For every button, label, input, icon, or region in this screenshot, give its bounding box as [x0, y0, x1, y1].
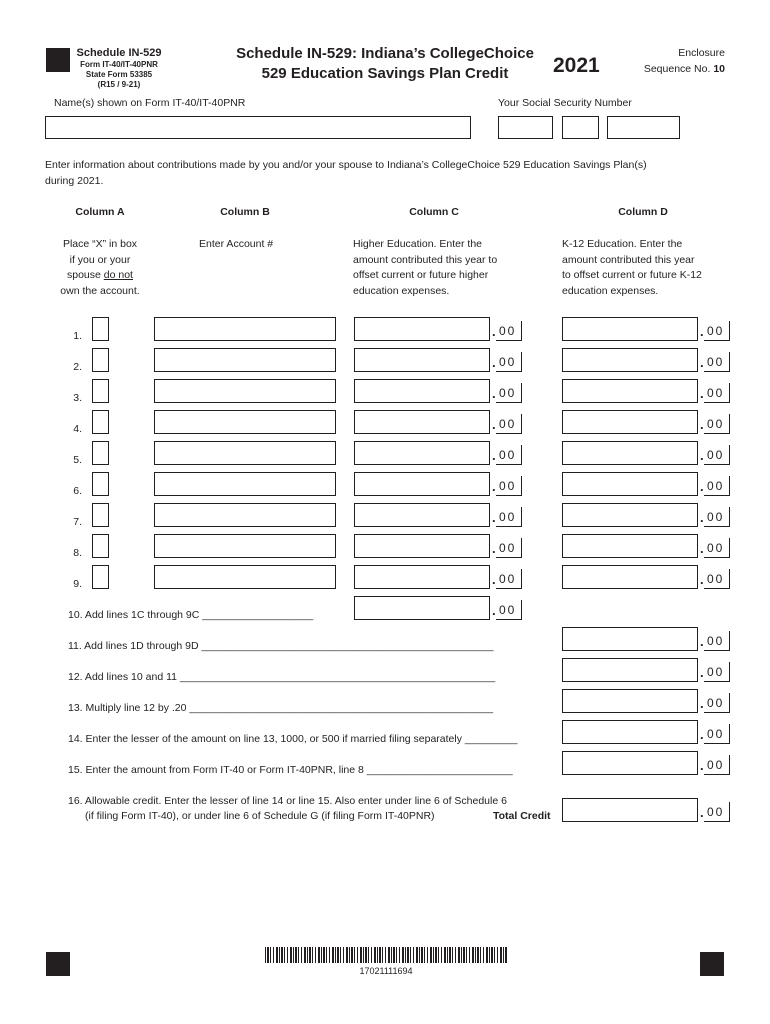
column-d-desc-4: education expenses.	[562, 284, 659, 297]
row-3-column-c-decimal-point: .	[492, 386, 496, 401]
row-2-account-number-input[interactable]	[154, 348, 336, 372]
line-12-cents: 00	[707, 665, 725, 679]
line-11-input[interactable]	[562, 627, 698, 651]
row-2-column-c-input[interactable]	[354, 348, 490, 372]
column-b-title: Column B	[220, 206, 270, 218]
row-6-column-c-decimal-point: .	[492, 479, 496, 494]
line-12-label: 12. Add lines 10 and 11 ______________________________________________________	[68, 671, 496, 683]
row-3-column-d-cents-box	[704, 383, 730, 403]
line-13-label: 13. Multiply line 12 by .20 ____________________________________________________	[68, 702, 494, 714]
title-line-2: 529 Education Savings Plan Credit	[261, 65, 509, 82]
row-5-number: 5.	[73, 454, 82, 466]
line-11-cents-box	[704, 631, 730, 651]
row-9-account-number-input[interactable]	[154, 565, 336, 589]
row-1-column-d-decimal-point: .	[700, 324, 704, 339]
column-a-desc-1: Place “X” in box	[62, 238, 138, 250]
column-d-desc-3: to offset current or future K-12	[562, 269, 702, 281]
line-14-input[interactable]	[562, 720, 698, 744]
line-10-input[interactable]	[354, 596, 490, 620]
row-7-account-number-input[interactable]	[154, 503, 336, 527]
row-5-column-d-decimal-point: .	[700, 448, 704, 463]
form-sub-3: (R15 / 9-21)	[97, 80, 141, 89]
column-c-desc-3: offset current or future higher	[353, 269, 489, 281]
row-5-column-a-checkbox[interactable]	[92, 441, 109, 465]
row-7-column-c-cents: 00	[499, 510, 517, 524]
column-a-desc-3	[45, 268, 155, 284]
total-credit-label: Total Credit	[493, 810, 551, 822]
row-8-number: 8.	[73, 547, 82, 559]
row-2-column-d-input[interactable]	[562, 348, 698, 372]
instructions-line-1: Enter information about contributions made by you and/or your spouse to Indiana’s CollegeChoice 529 Education Savings Plan(s)	[45, 159, 647, 171]
barcode	[265, 947, 507, 963]
form-id-block	[74, 46, 164, 90]
line-10-decimal-point: .	[492, 603, 496, 618]
row-9-column-c-cents: 00	[499, 572, 517, 586]
row-6-column-d-input[interactable]	[562, 472, 698, 496]
line-14-label: 14. Enter the lesser of the amount on line 13, 1000, or 500 if married filing separately _________	[68, 733, 518, 745]
form-sub-2: State Form 53385	[85, 70, 153, 79]
row-7-column-a-checkbox[interactable]	[92, 503, 109, 527]
row-9-column-c-input[interactable]	[354, 565, 490, 589]
row-1-column-a-checkbox[interactable]	[92, 317, 109, 341]
row-7-column-d-input[interactable]	[562, 503, 698, 527]
line-15-label: 15. Enter the amount from Form IT-40 or Form IT-40PNR, line 8 _________________________	[68, 764, 513, 776]
row-6-column-c-cents-box	[496, 476, 522, 496]
row-5-column-d-cents: 00	[707, 448, 725, 462]
row-2-column-a-checkbox[interactable]	[92, 348, 109, 372]
row-6-column-d-cents-box	[704, 476, 730, 496]
instructions-line-2: during 2021.	[45, 175, 104, 187]
row-6-column-a-checkbox[interactable]	[92, 472, 109, 496]
title-line-1: Schedule IN-529: Indiana’s CollegeChoice	[236, 45, 534, 62]
row-1-column-d-input[interactable]	[562, 317, 698, 341]
sequence-label: Sequence No.	[643, 63, 711, 75]
row-4-column-d-cents: 00	[707, 417, 725, 431]
column-c-description	[353, 237, 497, 299]
line-14-decimal-point: .	[700, 727, 704, 742]
row-6-account-number-input[interactable]	[154, 472, 336, 496]
row-7-column-c-input[interactable]	[354, 503, 490, 527]
column-a-desc-3-underlined: do not	[103, 269, 133, 281]
names-input[interactable]	[45, 116, 471, 139]
names-label: Name(s) shown on Form IT-40/IT-40PNR	[54, 97, 246, 109]
form-label: Schedule IN-529	[76, 47, 162, 59]
row-4-column-d-input[interactable]	[562, 410, 698, 434]
ssn-input-part-3[interactable]	[607, 116, 680, 139]
column-d-description	[562, 237, 702, 299]
line-14-cents: 00	[707, 727, 725, 741]
sequence-line	[625, 61, 725, 77]
row-6-column-d-cents: 00	[707, 479, 725, 493]
row-9-column-d-input[interactable]	[562, 565, 698, 589]
line-16-cents: 00	[707, 805, 725, 819]
row-9-column-c-cents-box	[496, 569, 522, 589]
row-7-number: 7.	[73, 516, 82, 528]
column-a-title: Column A	[75, 206, 125, 218]
row-9-column-c-decimal-point: .	[492, 572, 496, 587]
line-12-input[interactable]	[562, 658, 698, 682]
column-a-desc-3-pre: spouse	[67, 269, 104, 281]
registration-mark-bottom-left	[46, 952, 70, 976]
line-16-label-1: 16. Allowable credit. Enter the lesser of line 14 or line 15. Also enter under line 6 of Schedule 6	[68, 795, 507, 807]
row-1-column-c-decimal-point: .	[492, 324, 496, 339]
ssn-input-part-2[interactable]	[562, 116, 599, 139]
row-2-column-c-cents: 00	[499, 355, 517, 369]
column-c-title: Column C	[409, 206, 459, 218]
row-4-column-a-checkbox[interactable]	[92, 410, 109, 434]
line-16-input[interactable]	[562, 798, 698, 822]
row-5-column-d-cents-box	[704, 445, 730, 465]
line-13-cents: 00	[707, 696, 725, 710]
row-3-column-c-input[interactable]	[354, 379, 490, 403]
row-7-column-d-decimal-point: .	[700, 510, 704, 525]
row-9-column-a-checkbox[interactable]	[92, 565, 109, 589]
row-3-number: 3.	[73, 392, 82, 404]
row-2-column-c-cents-box	[496, 352, 522, 372]
row-2-column-d-cents: 00	[707, 355, 725, 369]
column-a-description	[45, 237, 155, 299]
row-1-account-number-input[interactable]	[154, 317, 336, 341]
row-8-column-c-cents-box	[496, 538, 522, 558]
row-9-number: 9.	[73, 578, 82, 590]
row-8-column-c-input[interactable]	[354, 534, 490, 558]
row-3-column-d-decimal-point: .	[700, 386, 704, 401]
row-3-column-c-cents: 00	[499, 386, 517, 400]
row-6-number: 6.	[73, 485, 82, 497]
row-4-column-d-cents-box	[704, 414, 730, 434]
row-3-column-d-cents: 00	[707, 386, 725, 400]
column-b-description: Enter Account #	[199, 238, 274, 250]
row-5-column-d-input[interactable]	[562, 441, 698, 465]
column-c-desc-2: amount contributed this year to	[353, 253, 498, 266]
column-a-desc-4: own the account.	[60, 284, 140, 297]
row-9-column-d-cents-box	[704, 569, 730, 589]
row-4-column-c-input[interactable]	[354, 410, 490, 434]
row-1-column-c-cents: 00	[499, 324, 517, 338]
barcode-number: 17021111694	[359, 966, 413, 976]
line-12-decimal-point: .	[700, 665, 704, 680]
line-11-decimal-point: .	[700, 634, 704, 649]
row-8-column-a-checkbox[interactable]	[92, 534, 109, 558]
row-2-number: 2.	[73, 361, 82, 373]
column-d-desc-1: K-12 Education. Enter the	[562, 238, 683, 250]
line-13-input[interactable]	[562, 689, 698, 713]
row-5-column-c-cents-box	[496, 445, 522, 465]
row-9-column-d-cents: 00	[707, 572, 725, 586]
line-10-label: 10. Add lines 1C through 9C ___________________	[68, 609, 314, 621]
row-2-column-d-decimal-point: .	[700, 355, 704, 370]
row-7-column-c-cents-box	[496, 507, 522, 527]
line-13-cents-box	[704, 693, 730, 713]
row-7-column-c-decimal-point: .	[492, 510, 496, 525]
row-1-column-c-cents-box	[496, 321, 522, 341]
row-8-column-d-input[interactable]	[562, 534, 698, 558]
line-16-label-2: (if filing Form IT-40), or under line 6 of Schedule G (if filing Form IT-40PNR)	[85, 810, 435, 822]
line-14-cents-box	[704, 724, 730, 744]
row-5-column-c-input[interactable]	[354, 441, 490, 465]
line-16-decimal-point: .	[700, 805, 704, 820]
row-3-column-d-input[interactable]	[562, 379, 698, 403]
column-a-desc-2: if you or your	[69, 253, 131, 266]
row-8-column-d-cents-box	[704, 538, 730, 558]
row-1-column-d-cents: 00	[707, 324, 725, 338]
row-9-column-d-decimal-point: .	[700, 572, 704, 587]
row-4-column-c-decimal-point: .	[492, 417, 496, 432]
line-15-cents-box	[704, 755, 730, 775]
line-15-decimal-point: .	[700, 758, 704, 773]
column-d-title: Column D	[618, 206, 668, 218]
row-5-column-c-decimal-point: .	[492, 448, 496, 463]
row-8-column-c-cents: 00	[499, 541, 517, 555]
sequence-number: 10	[713, 63, 725, 75]
row-6-column-c-cents: 00	[499, 479, 517, 493]
line-16-cents-box	[704, 802, 730, 822]
ssn-input-part-1[interactable]	[498, 116, 553, 139]
line-10-cents-box	[496, 600, 522, 620]
row-4-number: 4.	[73, 423, 82, 435]
row-8-column-c-decimal-point: .	[492, 541, 496, 556]
line-13-decimal-point: .	[700, 696, 704, 711]
row-7-column-d-cents-box	[704, 507, 730, 527]
form-sub-1: Form IT-40/IT-40PNR	[80, 60, 158, 69]
enclosure-label: Enclosure	[678, 47, 725, 59]
line-12-cents-box	[704, 662, 730, 682]
line-11-label: 11. Add lines 1D through 9D __________________________________________________	[68, 640, 494, 652]
row-2-column-d-cents-box	[704, 352, 730, 372]
registration-mark-top-left	[46, 48, 70, 72]
enclosure-block	[625, 45, 725, 77]
row-1-column-d-cents-box	[704, 321, 730, 341]
page-title	[205, 44, 565, 84]
registration-mark-bottom-right	[700, 952, 724, 976]
row-6-column-d-decimal-point: .	[700, 479, 704, 494]
row-7-column-d-cents: 00	[707, 510, 725, 524]
line-15-cents: 00	[707, 758, 725, 772]
line-11-cents: 00	[707, 634, 725, 648]
line-10-cents: 00	[499, 603, 517, 617]
row-4-column-c-cents: 00	[499, 417, 517, 431]
row-8-column-d-decimal-point: .	[700, 541, 704, 556]
row-8-column-d-cents: 00	[707, 541, 725, 555]
row-3-account-number-input[interactable]	[154, 379, 336, 403]
row-5-column-c-cents: 00	[499, 448, 517, 462]
row-5-account-number-input[interactable]	[154, 441, 336, 465]
row-4-column-c-cents-box	[496, 414, 522, 434]
row-2-column-c-decimal-point: .	[492, 355, 496, 370]
row-4-account-number-input[interactable]	[154, 410, 336, 434]
row-3-column-a-checkbox[interactable]	[92, 379, 109, 403]
row-8-account-number-input[interactable]	[154, 534, 336, 558]
line-15-input[interactable]	[562, 751, 698, 775]
row-1-number: 1.	[73, 330, 82, 342]
row-1-column-c-input[interactable]	[354, 317, 490, 341]
column-c-desc-1: Higher Education. Enter the	[353, 238, 482, 250]
row-4-column-d-decimal-point: .	[700, 417, 704, 432]
column-d-desc-2: amount contributed this year	[562, 253, 695, 266]
column-c-desc-4: education expenses.	[353, 284, 450, 297]
ssn-label: Your Social Security Number	[498, 97, 632, 109]
row-6-column-c-input[interactable]	[354, 472, 490, 496]
tax-year: 2021	[553, 54, 600, 77]
row-3-column-c-cents-box	[496, 383, 522, 403]
